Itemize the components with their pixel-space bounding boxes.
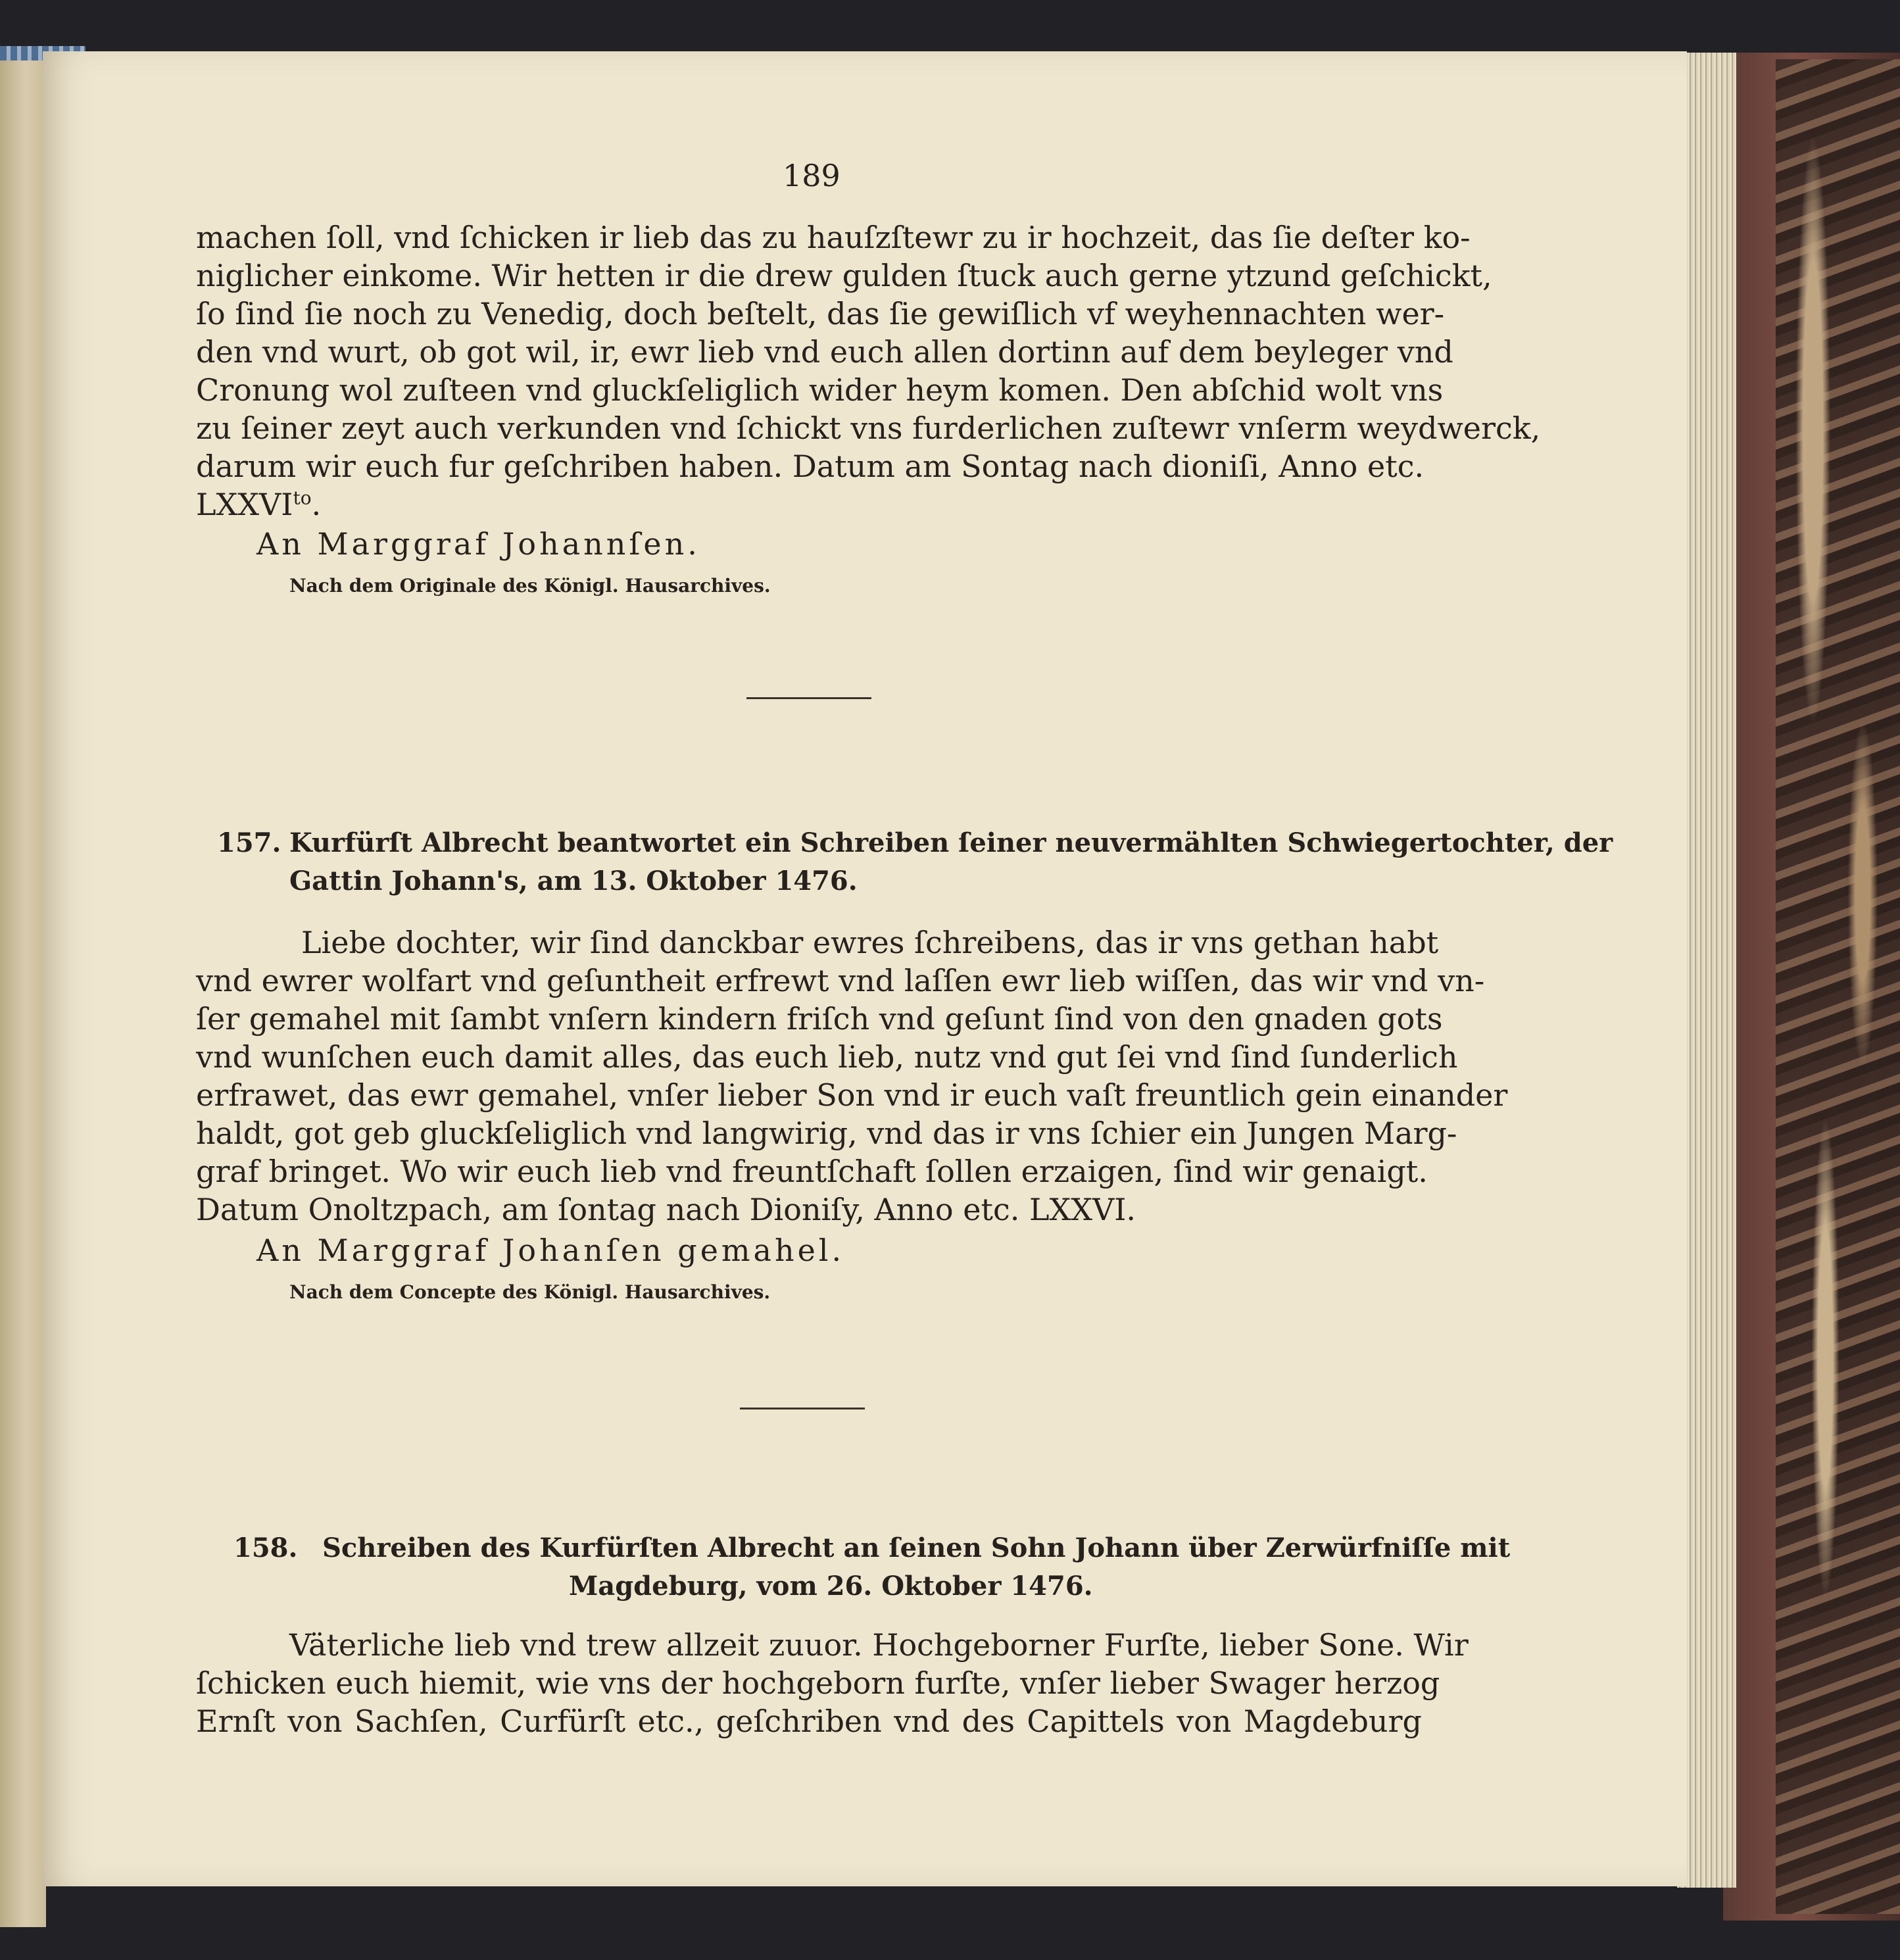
date-period: .	[311, 487, 322, 522]
text-line: ſer gemahel mit ſambt vnſern kindern friſch vnd geſunt ſind von den gnaden gots	[196, 1001, 1443, 1037]
section-divider	[746, 697, 871, 699]
address-line: An Marggraf Johannſen.	[256, 526, 700, 562]
document-heading: Gattin Johann's, am 13. Oktober 1476.	[289, 866, 858, 896]
text-line: zu ſeiner zeyt auch verkunden vnd ſchickt vns furderlichen zuſtewr vnſerm weydwerck,	[196, 410, 1541, 446]
document-number: 158.	[233, 1532, 298, 1563]
document-heading: Schreiben des Kurfürſten Albrecht an ſeinen Sohn Johann über Zerwürfniſſe mit	[322, 1532, 1511, 1563]
text-line: Liebe dochter, wir ſind danckbar ewres ſchreibens, das ir vns gethan habt	[301, 925, 1439, 960]
date-superscript: to	[293, 487, 312, 509]
date-line	[196, 487, 321, 522]
address-line: An Marggraf Johanſen gemahel.	[256, 1233, 845, 1268]
text-line: ſo ſind ſie noch zu Venedig, doch beſtelt, das ſie gewiſlich vf weyhennachten wer-	[196, 296, 1445, 331]
text-line: erfrawet, das ewr gemahel, vnſer lieber Son vnd ir euch vaſt freuntlich gein einander	[196, 1077, 1508, 1113]
text-line: vnd wunſchen euch damit alles, das euch lieb, nutz vnd gut ſei vnd ſind ſunderlich	[196, 1039, 1458, 1075]
source-note: Nach dem Originale des Königl. Hausarchives.	[289, 575, 771, 597]
section-divider	[740, 1408, 865, 1409]
text-line: graf bringet. Wo wir euch lieb vnd freuntſchaft ſollen erzaigen, ſind wir genaigt.	[196, 1154, 1428, 1189]
text-line: vnd ewrer wolfart vnd geſuntheit erfrewt vnd laſſen ewr lieb wiſſen, das wir vnd vn-	[196, 963, 1485, 998]
text-line: haldt, got geb gluckſeliglich vnd langwirig, vnd das ir vns ſchier ein Jungen Marg-	[196, 1115, 1457, 1151]
text-line: ſchicken euch hiemit, wie vns der hochgeborn furſte, vnſer lieber Swager herzog	[196, 1665, 1440, 1701]
text-line: machen ſoll, vnd ſchicken ir lieb das zu hauſzſtewr zu ir hochzeit, das ſie deſter ko-	[196, 220, 1471, 255]
date-numeral: LXXVI	[196, 487, 293, 522]
page-number: 189	[783, 158, 840, 193]
document-heading: Magdeburg, vom 26. Oktober 1476.	[569, 1571, 1093, 1602]
text-line: Väterliche lieb vnd trew allzeit zuuor. Hochgeborner Furſte, lieber Sone. Wir	[289, 1627, 1469, 1663]
text-line: Cronung wol zuſteen vnd gluckſeliglich wider heym komen. Den abſchid wolt vns	[196, 372, 1444, 408]
facing-page-edge	[0, 46, 46, 1927]
text-line: den vnd wurt, ob got wil, ir, ewr lieb vnd euch allen dortinn auf dem beyleger vnd	[196, 334, 1453, 370]
text-line: Ernſt von Sachſen, Curfürſt etc., geſchriben vnd des Capittels von Magdeburg	[196, 1703, 1422, 1739]
source-note: Nach dem Concepte des Königl. Hausarchives.	[289, 1281, 771, 1303]
text-line: niglicher einkome. Wir hetten ir die drew gulden ſtuck auch gerne ytzund geſchickt,	[196, 258, 1492, 293]
document-heading: Kurfürſt Albrecht beantwortet ein Schreiben ſeiner neuvermählten Schwiegertochter, der	[289, 827, 1613, 858]
text-line: darum wir euch fur geſchriben haben. Datum am Sontag nach dioniſi, Anno etc.	[196, 449, 1425, 484]
text-line: Datum Onoltzpach, am ſontag nach Dioniſy, Anno etc. LXXVI.	[196, 1192, 1136, 1227]
marbled-endpaper	[1776, 59, 1900, 1914]
document-number: 157.	[217, 827, 281, 858]
